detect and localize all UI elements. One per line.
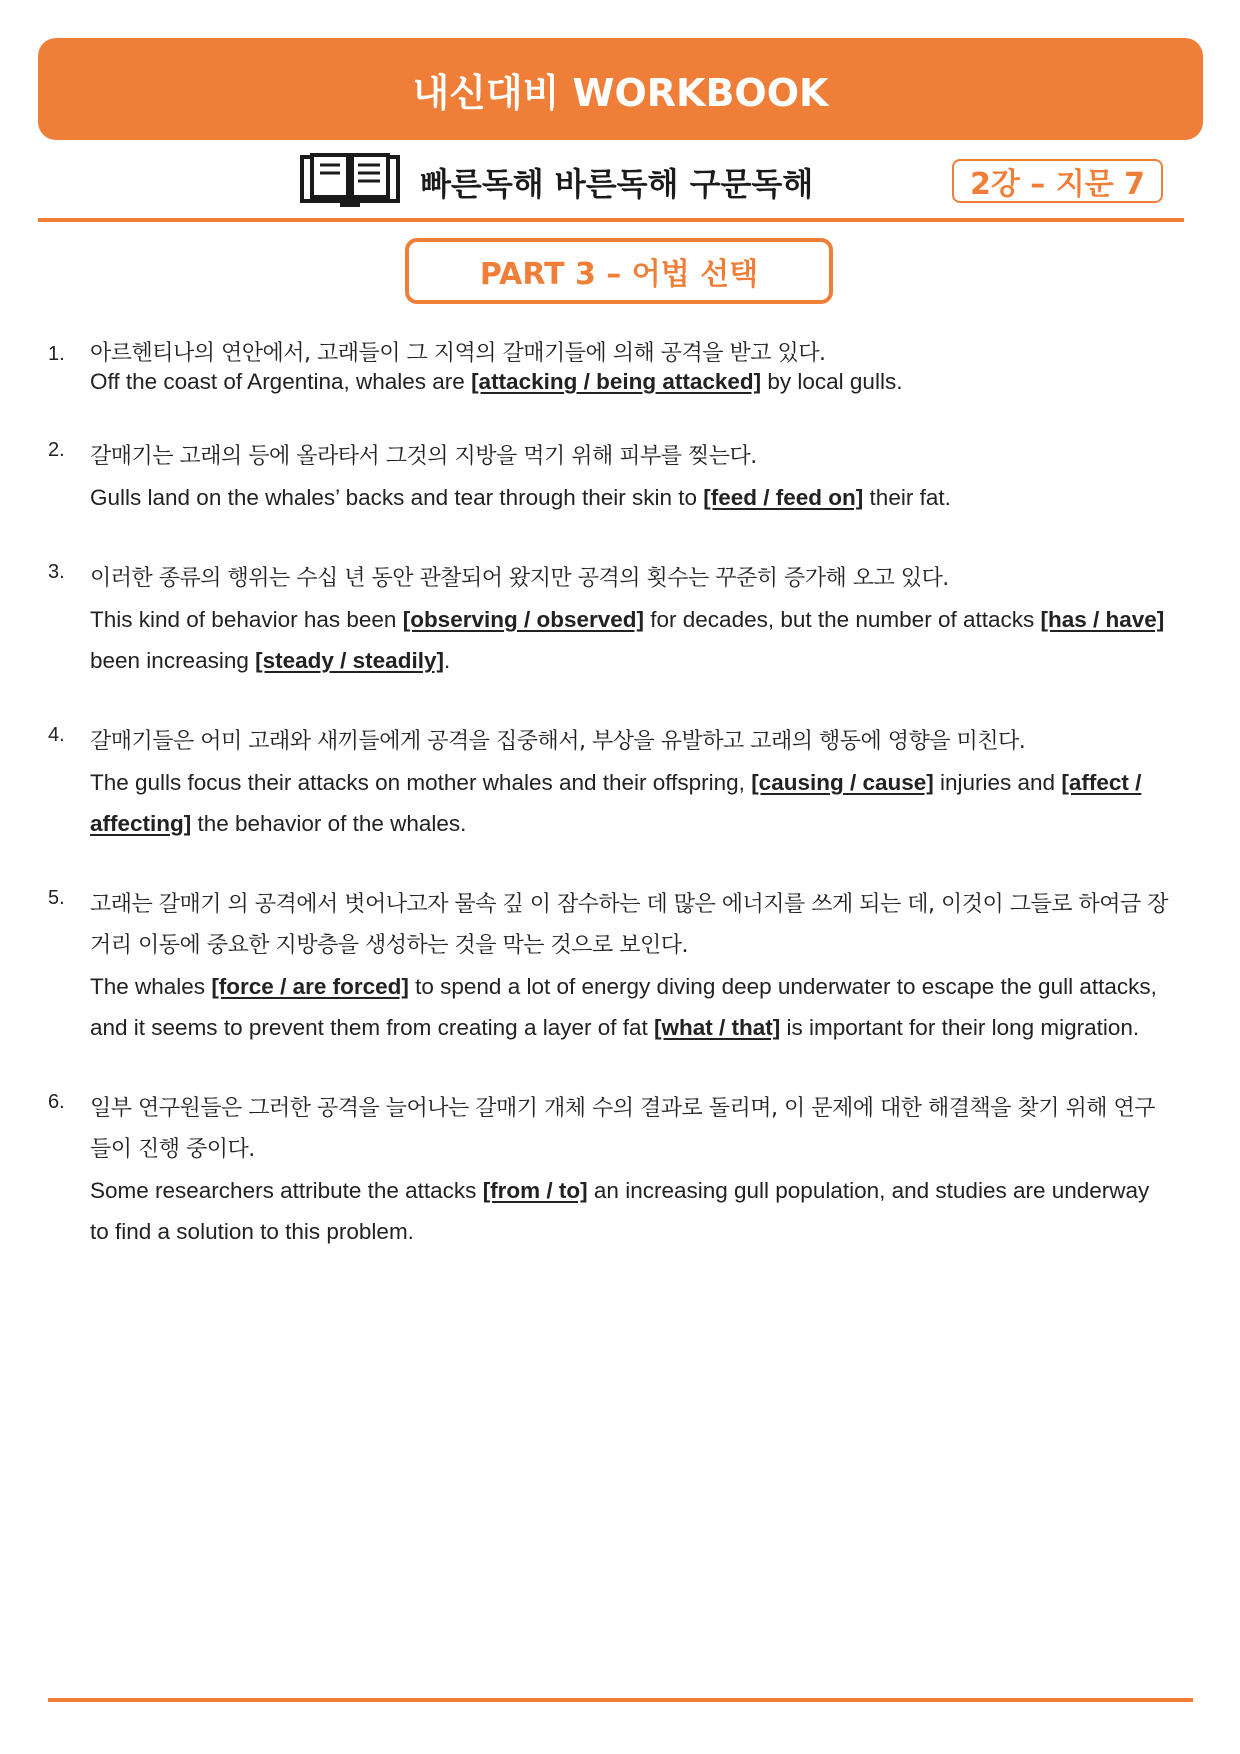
sentence-text: Some researchers attribute the attacks [90,1178,483,1203]
english-sentence [90,599,1168,681]
question-item [48,721,1168,844]
korean-sentence: 갈매기들은 어미 고래와 새끼들에게 공격을 집중해서, 부상을 유발하고 고래의 행동에 영향을 미친다. [90,729,1026,754]
sentence-text: . [443,648,451,673]
grammar-choice: [what / that] [654,1015,781,1040]
header-banner [38,38,1203,140]
sentence-text: their fat. [863,485,951,510]
question-item [48,340,1168,396]
sentence-text: Off the coast of Argentina, whales are [90,369,472,394]
sentence-text: The gulls focus their attacks on mother whales and their offspring, [90,770,752,795]
korean-sentence: 이러한 종류의 행위는 수십 년 동안 관찰되어 왔지만 공격의 횟수는 꾸준히 증가해 오고 있다. [90,566,949,591]
question-number: 1. [48,343,65,365]
korean-sentence: 갈매기는 고래의 등에 올라타서 그것의 지방을 먹기 위해 피부를 찢는다. [90,444,757,469]
sentence-text: an increasing gull population, and studies are underway to find a solution to this problem. [90,1178,1150,1244]
english-sentence [90,966,1168,1048]
subheader-title: 빠른독해 바른독해 구문독해 [420,165,814,203]
english-sentence [90,477,1168,518]
sentence-text: to spend a lot of energy diving deep underwater to escape the gull attacks, and it seems to prevent them from creating a layer of fat [90,974,1157,1040]
question-item [48,884,1168,1048]
korean-sentence: 일부 연구원들은 그러한 공격을 늘어나는 갈매기 개체 수의 결과로 돌리며, 이 문제에 대한 해결책을 찾기 위해 연구들이 진행 중이다. [90,1096,1155,1162]
question-item [48,1088,1168,1252]
english-sentence [90,762,1168,844]
grammar-choice: [from / to] [482,1178,588,1203]
sentence-text: been increasing [90,648,256,673]
sentence-text: The whales [90,974,212,999]
question-number: 6. [48,1091,65,1113]
grammar-choice: [attacking / being attacked] [471,369,762,394]
header-divider [38,218,1184,222]
part-title: PART 3 – 어법 선택 [405,238,833,304]
sentence-text: for decades, but the number of attacks [644,607,1041,632]
question-number: 4. [48,724,65,746]
question-number: 2. [48,439,65,461]
grammar-choice: [causing / cause] [751,770,934,795]
question-item [48,436,1168,518]
english-sentence [90,368,1168,396]
sentence-text: injuries and [933,770,1062,795]
grammar-choice: [force / are forced] [211,974,409,999]
grammar-choice: [feed / feed on] [703,485,864,510]
grammar-choice: [observing / observed] [402,607,645,632]
grammar-choice: [has / have] [1040,607,1165,632]
sentence-text: This kind of behavior has been [90,607,403,632]
banner-title: 내신대비 WORKBOOK [412,70,829,115]
question-list [48,340,1168,1292]
grammar-choice: [affect / affecting] [90,770,1142,836]
footer-divider [48,1698,1193,1702]
sentence-text: is important for their long migration. [780,1015,1140,1040]
sentence-text: the behavior of the whales. [191,811,467,836]
lesson-badge: 2강 – 지문 7 [952,159,1163,203]
english-sentence [90,1170,1168,1252]
korean-sentence: 아르헨티나의 연안에서, 고래들이 그 지역의 갈매기들에 의해 공격을 받고 있다. [90,341,826,366]
grammar-choice: [steady / steadily] [255,648,444,673]
sentence-text: Gulls land on the whales’ backs and tear through their skin to [90,485,704,510]
korean-sentence: 고래는 갈매기 의 공격에서 벗어나고자 물속 깊 이 잠수하는 데 많은 에너지를 쓰게 되는 데, 이것이 그들로 하여금 장거리 이동에 중요한 지방층을 생성하는 것을 막는 것으로 보인다. [90,892,1168,958]
question-number: 3. [48,561,65,583]
question-number: 5. [48,887,65,909]
subheader [300,152,813,212]
question-item [48,558,1168,681]
open-book-icon [300,153,400,211]
sentence-text: by local gulls. [761,369,903,394]
